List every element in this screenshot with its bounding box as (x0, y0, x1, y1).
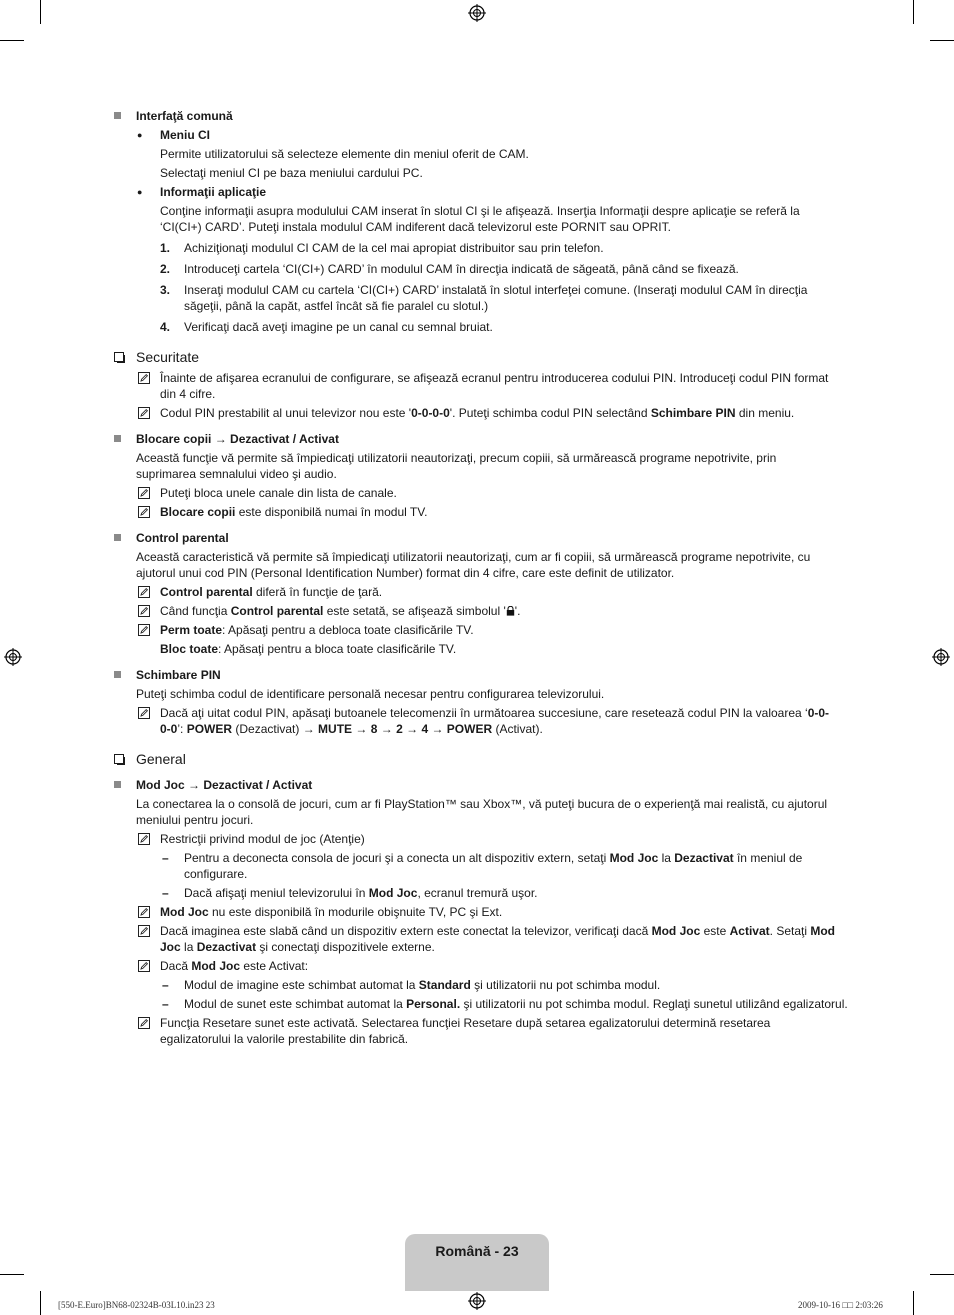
parental-control-heading: Control parental (112, 530, 852, 546)
parental-description: Această caracteristică vă permite să împiedicaţi utilizatorii neautorizaţi, cum ar fi copiii, să urmărească programe nepotrivite, cu ajutorul unui cod PIN (Personal Identification Number) format din 4 cifre, care este definit de utilizator. (136, 550, 811, 580)
registration-mark-icon (468, 1292, 486, 1310)
step-item: 1. Achiziţionaţi modulul CI CAM de la cel mai apropiat distribuitor sau prin telefon. (160, 241, 604, 255)
game-mode-dash-item: – Pentru a deconecta consola de jocuri şi a conecta un alt dispozitiv extern, setaţi Mod Joc la Dezactivat în meniul de configurare. (162, 851, 803, 881)
parental-lock-all: Bloc toate: Apăsaţi pentru a bloca toate clasificările TV. (160, 642, 457, 656)
square-bullet-icon (114, 435, 121, 442)
step-item: 3. Inseraţi modulul CAM cu cartela ‘CI(CI+) CARD’ instalată în slotul interfeţei comune. (Inseraţi modulul CAM în direcţia săgeţii, până la capăt, astfel încât să fie paralel cu slotul.) (160, 283, 808, 313)
manual-content (112, 108, 852, 1047)
game-mode-note: Funcţia Resetare sunet este activată. Selectarea funcţiei Resetare după setarea egalizatorului determină resetarea egalizatorului la valorile prestabilite din fabrică. (136, 1015, 852, 1047)
app-info-title: ● Informaţii aplicaţie (136, 184, 852, 200)
copy-block-description: Această funcţie vă permite să împiedicaţi utilizatorii neautorizaţi, precum copiii, să urmărească programe nepotrivite, prin suprimarea semnalului video şi audio. (136, 451, 777, 481)
game-mode-note: Restricţii privind modul de joc (Atenţie) (136, 831, 852, 847)
memo-pencil-icon (138, 624, 150, 636)
crop-mark (40, 1291, 41, 1315)
section-box-icon (114, 754, 124, 764)
memo-pencil-icon (138, 906, 150, 918)
parental-note: Când funcţia Control parental este setată, se afişează simbolul ' '. (136, 603, 852, 619)
security-note: Codul PIN prestabilit al unui televizor nou este '0-0-0-0'. Puteţi schimba codul PIN selectând Schimbare PIN din meniu. (136, 405, 852, 421)
memo-pencil-icon (138, 407, 150, 419)
crop-mark (913, 0, 914, 24)
game-mode-note: Mod Joc nu este disponibilă în modurile obişnuite TV, PC şi Ext. (136, 904, 852, 920)
game-mode-description: La conectarea la o consolă de jocuri, cum ar fi PlayStation™ sau Xbox™, vă puteţi bucura de o experienţă mai realistă, cu ajutorul meniului pentru jocuri. (136, 797, 828, 827)
app-info-text: Conţine informaţii asupra modulului CAM inserat în slotul CI şi le afişează. Inserţia Informaţii despre aplicaţie se referă la ‘CI(CI+) CARD’. Puteţi instala modulul CAM indiferent dacă televizorul este PORNIT sau OPRIT. (160, 204, 800, 234)
registration-mark-icon (468, 4, 486, 22)
memo-pencil-icon (138, 605, 150, 617)
memo-pencil-icon (138, 707, 150, 719)
print-slug-left: [550-E.Euro]BN68-02324B-03L10.in23 23 (58, 1300, 215, 1310)
general-section-heading: General (112, 751, 852, 767)
security-note: Înainte de afişarea ecranului de configurare, se afişează ecranul pentru introducerea codului PIN. Introduceţi codul PIN format din 4 cifre. (136, 370, 852, 402)
memo-pencil-icon (138, 487, 150, 499)
page-number: Română - 23 (435, 1243, 519, 1259)
ci-menu-text: Selectaţi meniul CI pe baza meniului cardului PC. (160, 166, 423, 180)
ci-menu-text: Permite utilizatorului să selecteze elemente din meniul oferit de CAM. (160, 147, 529, 161)
memo-pencil-icon (138, 960, 150, 972)
copy-block-heading: Blocare copii → Dezactivat / Activat (112, 431, 852, 447)
crop-mark (913, 1291, 914, 1315)
page-number-tab (405, 1234, 549, 1291)
copy-block-note: Blocare copii este disponibilă numai în modul TV. (136, 504, 852, 520)
security-section-heading: Securitate (112, 349, 852, 365)
change-pin-heading: Schimbare PIN (112, 667, 852, 683)
memo-pencil-icon (138, 506, 150, 518)
crop-mark (0, 1274, 24, 1275)
game-mode-note: Dacă imaginea este slabă când un dispozitiv extern este conectat la televizor, verificaţi dacă Mod Joc este Activat. Setaţi Mod Joc la Dezactivat şi conectaţi dispozitivele externe. (136, 923, 852, 955)
common-interface-heading: Interfaţă comună (112, 108, 852, 124)
square-bullet-icon (114, 112, 121, 119)
registration-mark-icon (932, 648, 950, 666)
ci-menu-title: ● Meniu CI (136, 127, 852, 143)
square-bullet-icon (114, 671, 121, 678)
game-mode-note: Dacă Mod Joc este Activat: (136, 958, 852, 974)
game-mode-dash-item: – Modul de imagine este schimbat automat la Standard şi utilizatorii nu pot schimba modul. (162, 978, 661, 992)
step-item: 2. Introduceţi cartela ‘CI(CI+) CARD’ în modulul CAM în direcţia indicată de săgeată, până când se fixează. (160, 262, 739, 276)
print-slug-right: 2009-10-16 □□ 2:03:26 (798, 1300, 883, 1310)
game-mode-dash-item: – Modul de sunet este schimbat automat la Personal. şi utilizatorii nu pot schimba modul. Reglaţi sunetul utilizând egalizatorul. (162, 997, 848, 1011)
parental-note: Perm toate: Apăsaţi pentru a debloca toate clasificările TV. (136, 622, 852, 638)
lock-icon (506, 606, 515, 616)
crop-mark (930, 1274, 954, 1275)
change-pin-description: Puteţi schimba codul de identificare personală necesar pentru configurarea televizorului. (136, 687, 605, 701)
game-mode-dash-item: – Dacă afişaţi meniul televizorului în Mod Joc, ecranul tremură uşor. (162, 886, 538, 900)
change-pin-note: Dacă aţi uitat codul PIN, apăsaţi butoanele telecomenzii în următoarea succesiune, care resetează codul PIN la valoarea ‘0-0- 0-0’: POWER (Dezactivat) → MUTE → 8 → 2 → 4 → POWER (Activat). (136, 705, 852, 737)
memo-pencil-icon (138, 586, 150, 598)
game-mode-heading: Mod Joc → Dezactivat / Activat (112, 777, 852, 793)
square-bullet-icon (114, 781, 121, 788)
memo-pencil-icon (138, 372, 150, 384)
parental-note: Control parental diferă în funcţie de ţară. (136, 584, 852, 600)
square-bullet-icon (114, 534, 121, 541)
crop-mark (40, 0, 41, 24)
registration-mark-icon (4, 648, 22, 666)
step-item: 4. Verificaţi dacă aveţi imagine pe un canal cu semnal bruiat. (160, 320, 493, 334)
crop-mark (930, 40, 954, 41)
crop-mark (0, 40, 24, 41)
copy-block-note: Puteţi bloca unele canale din lista de canale. (136, 485, 852, 501)
section-box-icon (114, 352, 124, 362)
memo-pencil-icon (138, 1017, 150, 1029)
memo-pencil-icon (138, 925, 150, 937)
memo-pencil-icon (138, 833, 150, 845)
